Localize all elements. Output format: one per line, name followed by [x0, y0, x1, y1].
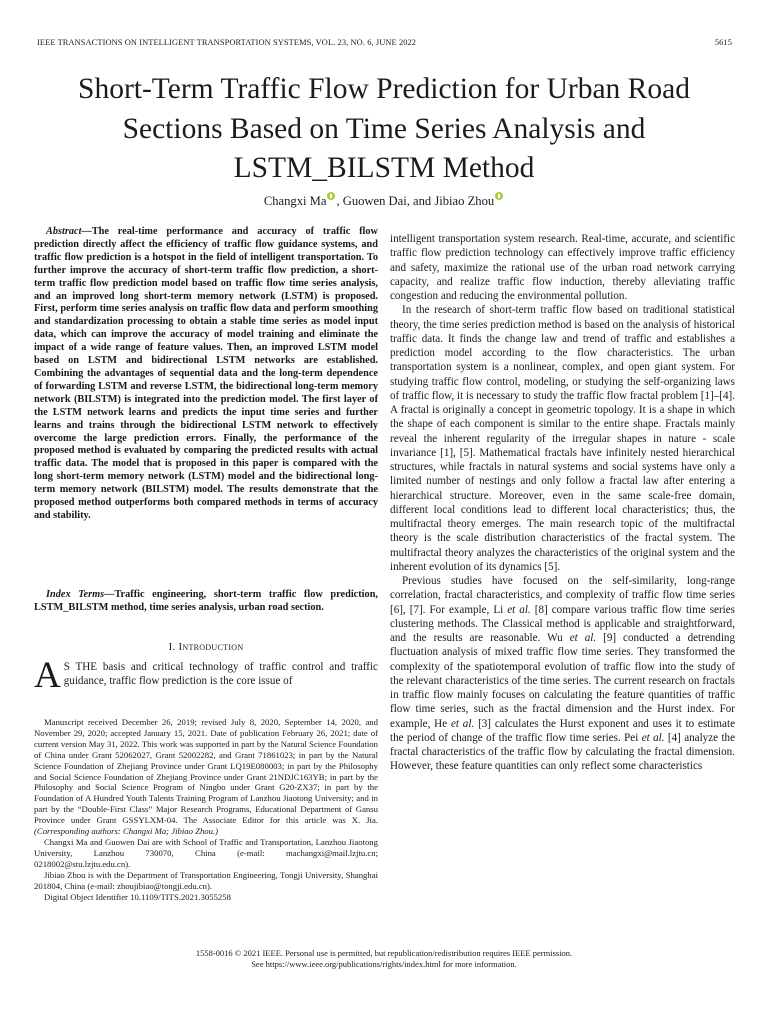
index-terms: [34, 589, 378, 615]
para3-part-e: [4] analyze the fractal characteristics of the traffic flow by calculating the fractal dimension. However, these feature quantities can only reflect some characteristics: [390, 731, 735, 773]
author-list: [30, 192, 738, 209]
title-line-2: Sections Based on Time Series Analysis and: [122, 112, 646, 145]
footnote-manuscript: [34, 717, 378, 837]
abstract-text: The real-time performance and accuracy of traffic flow prediction directly affect the efficiency of traffic flow guidance systems, and traffic flow prediction is a hotspot in the field of intelligent transportation. To further improve the accuracy of short-term traffic flow prediction, a short-term traffic flow prediction model based on traffic flow time series analysis, and an improved long short-term memory network (LSTM) is proposed. First, perform time series analysis on traffic flow data and perform smoothing and standardization processing to obtain a stable time series as model input data, which can improve the accuracy of model training and eliminate the impact of a wide range of feature values. Then, an improved LSTM model based on LSTM and bidirectional LSTM networks are established. Combining the advantages of sequential data and the long-term dependence of forwarding LSTM and reverse LSTM, the bidirectional long-term memory network (BILSTM) is integrated into the prediction model. The first layer of the LSTM network learns and predicts the input time series and further learns and trains through the bidirectional LSTM network to effectively overcome the large prediction errors. Finally, the performance of the proposed method is evaluated by comparing the predicted results with actual traffic data. The model that is proposed in this paper is compared with the long short-term memory network (LSTM) model and the bidirectional long-term memory network (BILSTM) model. The results demonstrate that the proposed method outperforms both compared methods in terms of accuracy and stability.: [34, 226, 378, 521]
orcid-icon[interactable]: [327, 192, 335, 200]
section-title: Introduction: [178, 641, 244, 653]
title-line-1: Short-Term Traffic Flow Prediction for Urban Road: [78, 73, 690, 105]
section-heading: [34, 641, 378, 653]
index-terms-label: Index Terms: [46, 589, 105, 600]
drop-cap: A: [34, 655, 61, 696]
footnote-manuscript-text: Manuscript received December 26, 2019; revised July 8, 2020, September 14, 2020, and November 29, 2020; accepted January 15, 2021. Date of publication February 26, 2021; date of current version May 31, 2022. This work was supported in part by the Natural Science Foundation of China under Grant 52062027, Grant 52002282, and Grant 71861023; in part by the Natural Science Foundation of Zhejiang Province under Grant LQ19E080003; in part by the Philosophy and Social Science Foundation of Zhejiang Province under Grant 21NDJC163YB; in part by the Philosophy and Social Science Program of Ningbo under Grant G20-ZX37; in part by the Foundation of A Hundred Youth Talents Training Program of Lanzhou Jiaotong University; and in part by the “Double-First Class” Major Research Programs, Educational Department of Gansu Province under Grant GSSYLXM-04. The Associate Editor for this article was X. Jia.: [34, 717, 378, 826]
et-al: et al.: [507, 603, 531, 616]
abstract-label: Abstract: [46, 226, 82, 237]
section-numeral: I.: [168, 641, 176, 653]
et-al: et al.: [450, 717, 475, 730]
para3-part-d: [3] calculates the Hurst exponent and uses it to estimate the period of change of the traffic flow time series. Pei: [390, 717, 735, 744]
index-terms-dash: —: [104, 589, 115, 600]
running-header: [37, 38, 732, 50]
para3-part-b: [8] compare various traffic flow time series clustering methods. The Classical method is applicable and straightforward, and the results are reasonable. Wu: [390, 603, 735, 644]
abstract-dash: —: [81, 226, 92, 237]
corresponding-authors: (Corresponding authors: Changxi Ma; Jibiao Zhou.): [34, 826, 219, 837]
author-names-rest: , Guowen Dai, and Jibiao Zhou: [336, 194, 495, 208]
footnote-affiliation-2: Jibiao Zhou is with the Department of Transportation Engineering, Tongji University, Shanghai 201804, China (e-mail: zhoujibiao@tongji.edu.cn).: [34, 869, 378, 891]
et-al: et al.: [641, 731, 665, 744]
paper-title: [30, 70, 738, 189]
copyright-notice: [30, 948, 738, 970]
title-line-3: LSTM_BILSTM Method: [233, 152, 535, 184]
body-paragraph-1: intelligent transportation system research. Real-time, accurate, and scientific traffic flow prediction technology can effectively improve traffic efficiency and safety, maximize the rational use of the urban road network carrying capacity, and realize traffic flow induction, thereby alleviating traffic congestion and reducing the environmental pollution.: [390, 233, 735, 302]
para3-part-a: Previous studies have focused on the self-similarity, long-range correlation, fractal characteristics, and complexity of traffic flow time series [6], [7]. For example, Li: [390, 575, 735, 616]
body-paragraph-3: [390, 574, 735, 774]
para3-part-c: [9] conducted a detrending fluctuation analysis of mixed traffic flow time series. They transformed the complexity of the spatiotemporal evolution of traffic flow into the study of the relevant characteristics of the time series. The current research on fractals in traffic flow mainly focuses on calculating the feature quantities of traffic flow time series, such as the fractal dimension and the Hurst index. For example, He: [390, 632, 736, 730]
intro-text: S THE basis and critical technology of traffic control and traffic guidance, traffic flow prediction is the core issue of: [63, 661, 378, 688]
index-terms-text: Traffic engineering, short-term traffic flow prediction, LSTM_BILSTM method, time series analysis, urban road section.: [34, 589, 378, 613]
footnote-affiliation-1: Changxi Ma and Guowen Dai are with School of Traffic and Transportation, Lanzhou Jiaotong University, Lanzhou 730070, China (e-mail: machangxi@mail.lzjtu.cn; 0218002@stu.lzjtu.edu.cn).: [34, 836, 378, 869]
copyright-line-2: See https://www.ieee.org/publications/rights/index.html for more information.: [251, 959, 517, 969]
right-column: [390, 232, 735, 774]
et-al: et al.: [569, 632, 597, 644]
footnote-doi: Digital Object Identifier 10.1109/TITS.2021.3055258: [44, 891, 231, 902]
journal-name: IEEE TRANSACTIONS ON INTELLIGENT TRANSPORTATION SYSTEMS, VOL. 23, NO. 6, JUNE 2022: [37, 38, 417, 47]
intro-paragraph: [34, 655, 378, 696]
author-name: Changxi Ma: [263, 194, 327, 208]
abstract: [34, 226, 378, 523]
footnote: [34, 717, 378, 902]
body-paragraph-2: In the research of short-term traffic flow based on traditional statistical theory, the time series prediction method is based on the analysis of historical traffic data. It finds the change law and trend of traffic and establishes a prediction model according to the flow characteristics. The urban transportation system is a nonlinear, complex, and open giant system. For studying traffic flow control, modeling, or studying the self-organizing laws of traffic flow, it is necessary to study the traffic flow fractal problem [1]–[4]. A fractal is originally a concept in geometric topology. It is a shape in which the shape of each component is similar to the entire shape. Fractals mainly reveal the inherent regularity of the irregular shapes in nature - scale invariance [1], [5]. Mathematical fractals have infinitely nested hierarchical structures, while fractals in natural systems and social systems have only a limited number of nestings and only follow a fractal law after entering a hierarchical structure. Moreover, even in the same scale-free domain, different local conditions lead to different local characteristics; thus, the multifractal theory emerges. The main research topic of the multifractal theory is the scale distribution characteristics of the fractal system. The multifractal theory analyzes the characteristics of the original system and the inherent evolution of its dynamics [5].: [390, 304, 735, 573]
copyright-line-1: 1558-0016 © 2021 IEEE. Personal use is permitted, but republication/redistribution requires IEEE permission.: [195, 948, 573, 958]
orcid-icon[interactable]: [495, 192, 503, 200]
page-number: 5615: [714, 38, 732, 47]
